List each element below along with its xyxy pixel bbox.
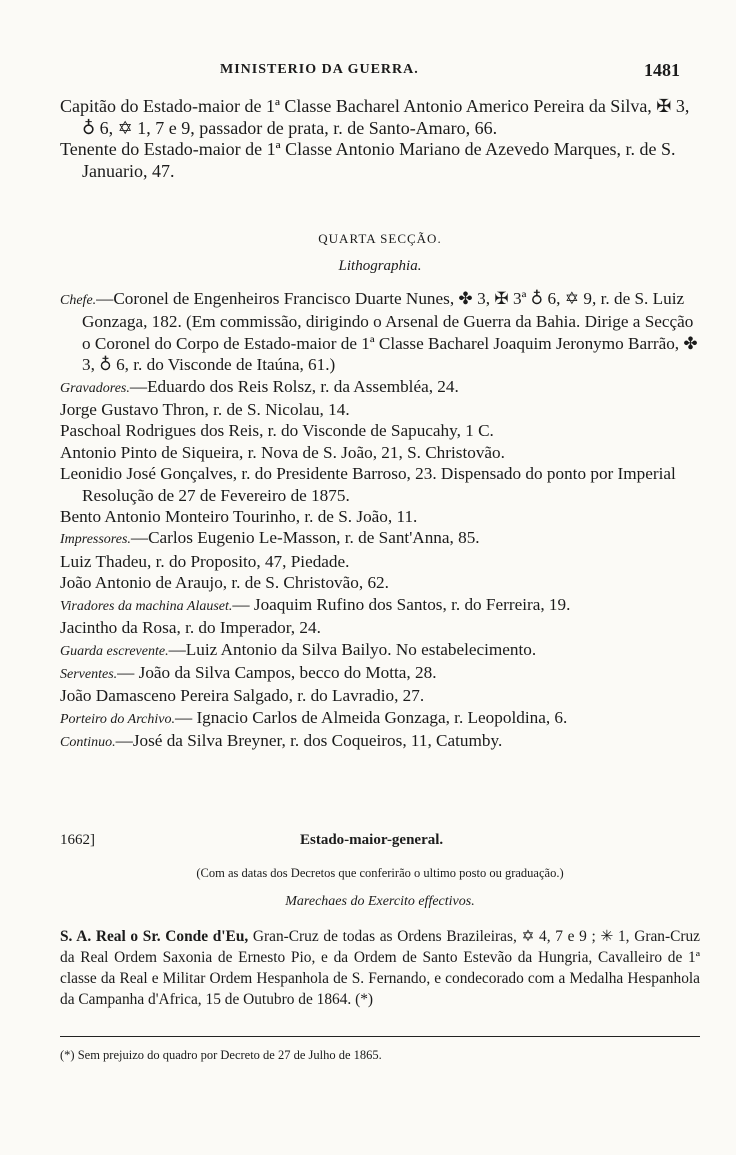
section2-number: 1662] [60, 832, 95, 848]
section-subtitle: Lithographia. [338, 258, 422, 274]
staff-entry: Continuo.—José da Silva Breyner, r. dos Coqueiros, 11, Catumby. [60, 731, 503, 751]
staff-entry: Paschoal Rodrigues dos Reis, r. do Visconde de Sapucahy, 1 C. [60, 421, 494, 441]
footnote: (*) Sem prejuizo do quadro por Decreto de 27 de Julho de 1865. [60, 1048, 382, 1062]
top-entries [60, 96, 700, 182]
staff-entry: Luiz Thadeu, r. do Proposito, 47, Piedade. [60, 551, 350, 571]
staff-entry: Impressores.—Carlos Eugenio Le-Masson, r. de Sant'Anna, 85. [60, 528, 480, 548]
staff-entry: Chefe.—Coronel de Engenheiros Francisco Duarte Nunes, ✤ 3, ✠ 3ª ♁ 6, ✡ 9, r. de S. Luiz Gonzaga, 182. (Em commissão, dirigindo o Arsenal de Guerra da Bahia. Dirige a Secção o Coronel do Corpo de Estado-maior de 1ª Classe Bacharel Joaquim Jeronymo Barrão, ✤ 3, ♁ 6, r. do Visconde de Itaúna, 61.) [60, 289, 698, 375]
marshal-name: S. A. Real o Sr. Conde d'Eu, [60, 928, 249, 945]
section2-note: (Com as datas dos Decretos que conferirão o ultimo posto ou graduação.) [196, 866, 564, 880]
entry-tenente: Tenente do Estado-maior de 1ª Classe Antonio Mariano de Azevedo Marques, r. de S. Januario, 47. [60, 139, 676, 181]
staff-entry: Antonio Pinto de Siqueira, r. Nova de S. João, 21, S. Christovão. [60, 442, 505, 462]
section2-subtitle: Marechaes do Exercito effectivos. [285, 894, 475, 909]
staff-entry: Leonidio José Gonçalves, r. do Presidente Barroso, 23. Dispensado do ponto por Imperial Resolução de 27 de Fevereiro de 1875. [60, 464, 676, 505]
marshal-text: Gran-Cruz de todas as Ordens Brazileiras, ✡ 4, 7 e 9 ; ✳ 1, Gran-Cruz da Real Ordem Saxonia de Ernesto Pio, e da Ordem de Santo Estevão da Hungria, Cavalleiro de 1ª classe da Real e Militar Ordem Hespanhola de S. Fernando, e condecorado com a Medalha Hespanhola da Campanha d'Africa, 15 de Outubro de 1864. (*) [60, 928, 701, 1008]
staff-entry: Viradores da machina Alauset.— Joaquim Rufino dos Santos, r. do Ferreira, 19. [60, 594, 571, 614]
header-title: MINISTERIO DA GUERRA. [220, 62, 419, 77]
section2-heading [60, 832, 700, 849]
staff-entry: João Antonio de Araujo, r. de S. Christovão, 62. [60, 573, 389, 593]
page-number: 1481 [644, 60, 680, 80]
entry-capitao: Capitão do Estado-maior de 1ª Classe Bacharel Antonio Americo Pereira da Silva, ✠ 3, ♁ 6, ✡ 1, 7 e 9, passador de prata, r. de Santo-Amaro, 66. [60, 96, 690, 138]
staff-entry: João Damasceno Pereira Salgado, r. do Lavradio, 27. [60, 686, 425, 706]
footnote-rule [60, 1036, 700, 1037]
section2-title: Estado-maior-general. [300, 832, 444, 848]
marshal-entry [60, 926, 700, 1010]
staff-entry: Bento Antonio Monteiro Tourinho, r. de S. João, 11. [60, 507, 418, 527]
section-title: QUARTA SECÇÃO. [318, 231, 442, 246]
staff-entry: Jorge Gustavo Thron, r. de S. Nicolau, 14. [60, 400, 350, 420]
staff-entry: Jacintho da Rosa, r. do Imperador, 24. [60, 618, 321, 638]
staff-entry: Gravadores.—Eduardo dos Reis Rolsz, r. da Assembléa, 24. [60, 376, 459, 396]
staff-entry: Guarda escrevente.—Luiz Antonio da Silva Bailyo. No estabelecimento. [60, 639, 537, 659]
running-header [220, 62, 680, 78]
staff-list [60, 288, 700, 754]
staff-entry: Porteiro do Archivo.— Ignacio Carlos de Almeida Gonzaga, r. Leopoldina, 6. [60, 707, 568, 727]
staff-entry: Serventes.— João da Silva Campos, becco do Motta, 28. [60, 662, 437, 682]
